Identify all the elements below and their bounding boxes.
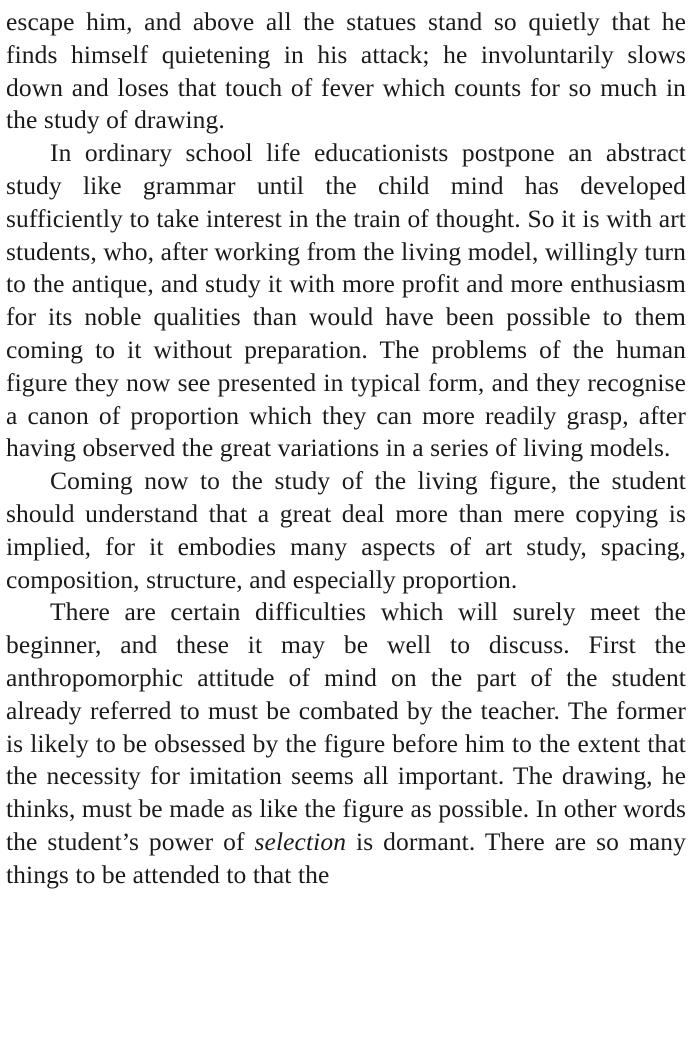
paragraph-2-text: In ordinary school life educationists postpone an abstract study like grammar until the child mind has developed sufficiently to take interest in the train of thought. So it is with art students, who, after working from the living model, willingly turn to the antique, and study it with more profit and more enthusiasm for its noble qualities than would have been possible to them coming to it without preparation. The problems of the human figure they now see presented in typical form, and they recognise a canon of proportion which they can more readily grasp, after having observed the great variations in a series of living models. xyxy=(6,138,686,463)
paragraph-1-text: escape him, and above all the statues stand so quietly that he finds himself quietening in his attack; he involuntarily slows down and loses that touch of fever which counts for so much in the study of drawing. xyxy=(6,7,686,135)
paragraph-3 xyxy=(6,465,686,596)
paragraph-1 xyxy=(6,6,686,137)
paragraph-2 xyxy=(6,137,686,465)
paragraph-3-text: Coming now to the study of the living figure, the student should understand that a great deal more than mere copying is implied, for it embodies many aspects of art study, spacing, composition, structure, and especially proportion. xyxy=(6,466,686,594)
paragraph-4-text-a: There are certain difficulties which will surely meet the beginner, and these it may be well to discuss. First the anthropomorphic attitude of mind on the part of the student already referred to must be combated by the teacher. The former is likely to be obsessed by the figure before him to the extent that the necessity for imitation seems all important. The drawing, he thinks, must be made as like the figure as possible. In other words the student’s power of xyxy=(6,597,686,856)
paragraph-4 xyxy=(6,596,686,891)
paragraph-4-text-b: is dormant. There are so many things to be attended to that the xyxy=(6,826,687,889)
paragraph-4-emphasis-selection: selection xyxy=(254,826,347,856)
book-page xyxy=(6,6,686,892)
